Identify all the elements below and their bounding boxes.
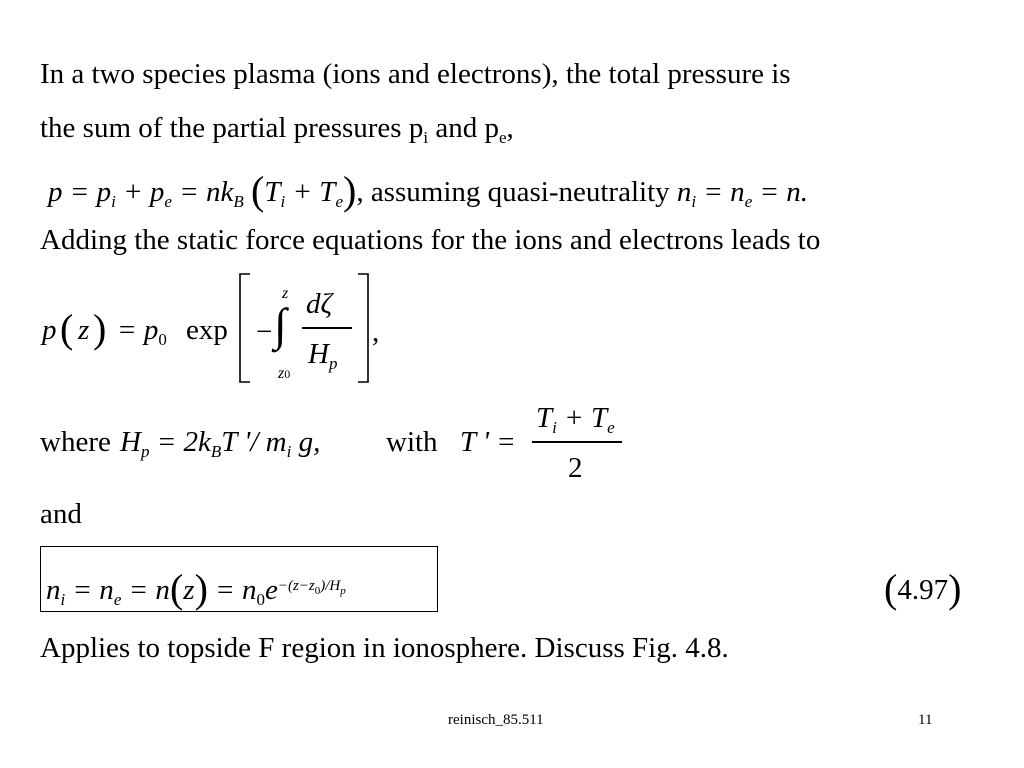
left-bracket bbox=[238, 272, 252, 384]
boxed-equation-content bbox=[46, 566, 346, 611]
exp-sub-p: p bbox=[340, 585, 346, 597]
Hp-T: T '/ m bbox=[221, 426, 287, 458]
eq-p-lhs: p = p bbox=[48, 176, 112, 208]
eq-plus-pe: + p bbox=[115, 176, 165, 208]
num-sub-e: e bbox=[607, 418, 615, 437]
qn-sub-e: e bbox=[744, 192, 753, 211]
box-sub-e: e bbox=[113, 590, 122, 609]
eq-nk: = nk bbox=[171, 176, 234, 208]
eqnum-value: 4.97 bbox=[897, 574, 949, 606]
integral-lower bbox=[278, 366, 290, 382]
force-equations-text: Adding the static force equations for the ions and electrons leads to bbox=[40, 224, 821, 256]
box-eq-n0: = n bbox=[207, 574, 257, 606]
integral-upper: z bbox=[282, 285, 289, 302]
pi-subscript: i bbox=[423, 128, 429, 147]
integral-lower-z: z bbox=[278, 365, 285, 382]
fraction-denominator bbox=[308, 338, 338, 373]
qn-end: = n. bbox=[752, 176, 809, 208]
intro-line-1: In a two species plasma (ions and electrons), the total pressure is bbox=[40, 58, 791, 90]
intro-line-2-text: the sum of the partial pressures p bbox=[40, 112, 424, 144]
pe-subscript: e bbox=[498, 128, 507, 147]
open-paren: ( bbox=[251, 168, 265, 213]
box-e: e bbox=[264, 574, 278, 606]
Hp-H: H bbox=[120, 426, 141, 458]
T-prime-denominator: 2 bbox=[568, 452, 583, 484]
box-eq-ne: = n bbox=[65, 574, 114, 606]
page-number: 11 bbox=[918, 712, 933, 728]
intro-line-2 bbox=[40, 112, 514, 147]
intro-line-2-comma: , bbox=[506, 112, 514, 144]
exp-p0 bbox=[117, 314, 167, 349]
eq-Ti: T bbox=[264, 176, 281, 208]
exp-lhs-close-paren: ) bbox=[93, 306, 107, 351]
exp-part1: −(z−z bbox=[277, 578, 315, 594]
fraction-bar bbox=[302, 327, 352, 329]
Hp-sub: p bbox=[140, 442, 150, 461]
eqnum-open-paren: ( bbox=[884, 566, 898, 611]
eqnum-close-paren: ) bbox=[948, 566, 962, 611]
exp-eq-p: = p bbox=[117, 314, 159, 346]
box-sub-i: i bbox=[60, 590, 66, 609]
with-text: with bbox=[386, 426, 438, 458]
box-n: n bbox=[46, 574, 61, 606]
right-bracket bbox=[356, 272, 370, 384]
eq-sub-B: B bbox=[233, 192, 244, 211]
eq-Ti-sub: i bbox=[280, 192, 286, 211]
box-exponent bbox=[277, 578, 346, 597]
assuming-text: , assuming quasi-neutrality bbox=[356, 176, 677, 208]
qn-n: n bbox=[676, 176, 692, 208]
integral-lower-sub: 0 bbox=[284, 367, 291, 381]
exp-part2: )/H bbox=[320, 578, 341, 594]
exp-comma: , bbox=[372, 316, 380, 348]
Hp-expression bbox=[120, 426, 321, 461]
T-prime-fraction-bar bbox=[532, 441, 622, 443]
intro-line-2-and: and p bbox=[428, 112, 499, 144]
num-sub-i: i bbox=[552, 418, 557, 437]
equation-number bbox=[884, 566, 962, 611]
where-text: where bbox=[40, 426, 111, 458]
Hp-g: g, bbox=[291, 426, 321, 458]
exp-function: exp bbox=[186, 314, 228, 346]
eq-sub-i: i bbox=[111, 192, 116, 211]
box-close-paren: ) bbox=[194, 566, 208, 611]
box-sub-0: 0 bbox=[256, 590, 265, 609]
mi-sub: i bbox=[286, 442, 292, 461]
T-prime-numerator bbox=[536, 402, 615, 437]
exp-lhs-open-paren: ( bbox=[60, 306, 74, 351]
footer-source: reinisch_85.511 bbox=[448, 712, 544, 728]
exp-lhs-p: p bbox=[42, 314, 57, 346]
kB-sub: B bbox=[210, 442, 222, 461]
exp-sub-0: 0 bbox=[314, 585, 321, 597]
T-prime: T ' = bbox=[460, 426, 516, 458]
num-plus: + T bbox=[556, 402, 608, 434]
topside-text: Applies to topside F region in ionosphere. Discuss Fig. 4.8. bbox=[40, 632, 729, 664]
eq-sub-e: e bbox=[164, 192, 172, 211]
integral-sign: ∫ bbox=[274, 299, 287, 350]
qn-eq: = n bbox=[696, 176, 745, 208]
fraction-numerator: dζ bbox=[306, 288, 333, 320]
eq-plus-Te: + T bbox=[285, 176, 336, 208]
den-H: H bbox=[308, 338, 329, 370]
box-eq-n: = n bbox=[121, 574, 170, 606]
box-z: z bbox=[183, 574, 195, 606]
num-Ti: T bbox=[536, 402, 553, 434]
exp-sub-zero: 0 bbox=[158, 330, 167, 349]
pressure-equation bbox=[48, 168, 809, 213]
eq-Te-sub: e bbox=[335, 192, 343, 211]
den-sub-p: p bbox=[328, 354, 338, 373]
exp-minus: − bbox=[256, 316, 273, 348]
qn-sub-i: i bbox=[691, 192, 697, 211]
close-paren: ) bbox=[342, 168, 357, 213]
and-text: and bbox=[40, 498, 82, 530]
Hp-eq: = 2k bbox=[149, 426, 211, 458]
box-open-paren: ( bbox=[169, 566, 184, 611]
exp-lhs-z: z bbox=[78, 314, 90, 346]
